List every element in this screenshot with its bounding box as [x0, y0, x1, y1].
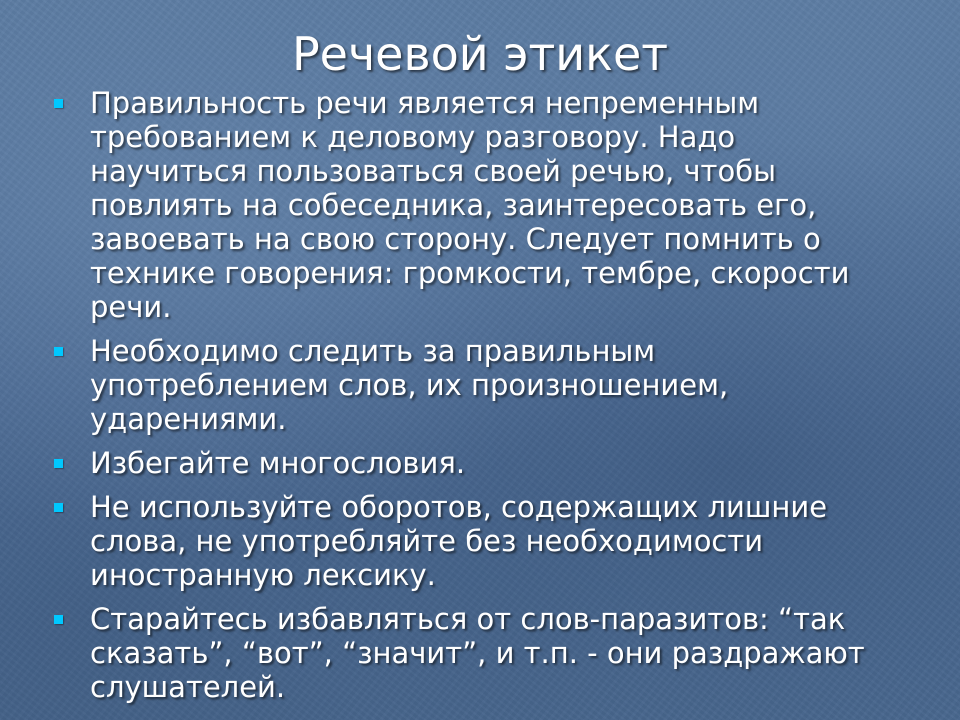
square-bullet-icon: [54, 347, 63, 356]
square-bullet-icon: [54, 99, 63, 108]
bullet-item: [50, 334, 910, 436]
bullet-item: [50, 86, 910, 324]
bullet-list: [50, 86, 910, 714]
bullet-text: Старайтесь избавляться от слов-паразитов: “так сказать”, “вот”, “значит”, и т.п. - они раздражают слушателей.: [90, 602, 865, 704]
bullet-item: [50, 446, 910, 480]
bullet-text: Правильность речи является непременным требованием к деловому разговору. Надо научиться пользоваться своей речью, чтобы повлиять на собеседника, заинтересовать его, завоевать на свою сторону. Следует помнить о технике говорения: громкости, тембре, скорости речи.: [90, 86, 850, 324]
bullet-item: [50, 602, 910, 704]
square-bullet-icon: [54, 615, 63, 624]
bullet-text: Не используйте оборотов, содержащих лишние слова, не употребляйте без необходимости иностранную лексику.: [90, 490, 828, 592]
bullet-text: Необходимо следить за правильным употреблением слов, их произношением, ударениями.: [90, 334, 729, 436]
slide-title: Речевой этикет: [291, 27, 669, 81]
bullet-item: [50, 490, 910, 592]
square-bullet-icon: [54, 503, 63, 512]
square-bullet-icon: [54, 459, 63, 468]
bullet-text: Избегайте многословия.: [90, 446, 466, 480]
